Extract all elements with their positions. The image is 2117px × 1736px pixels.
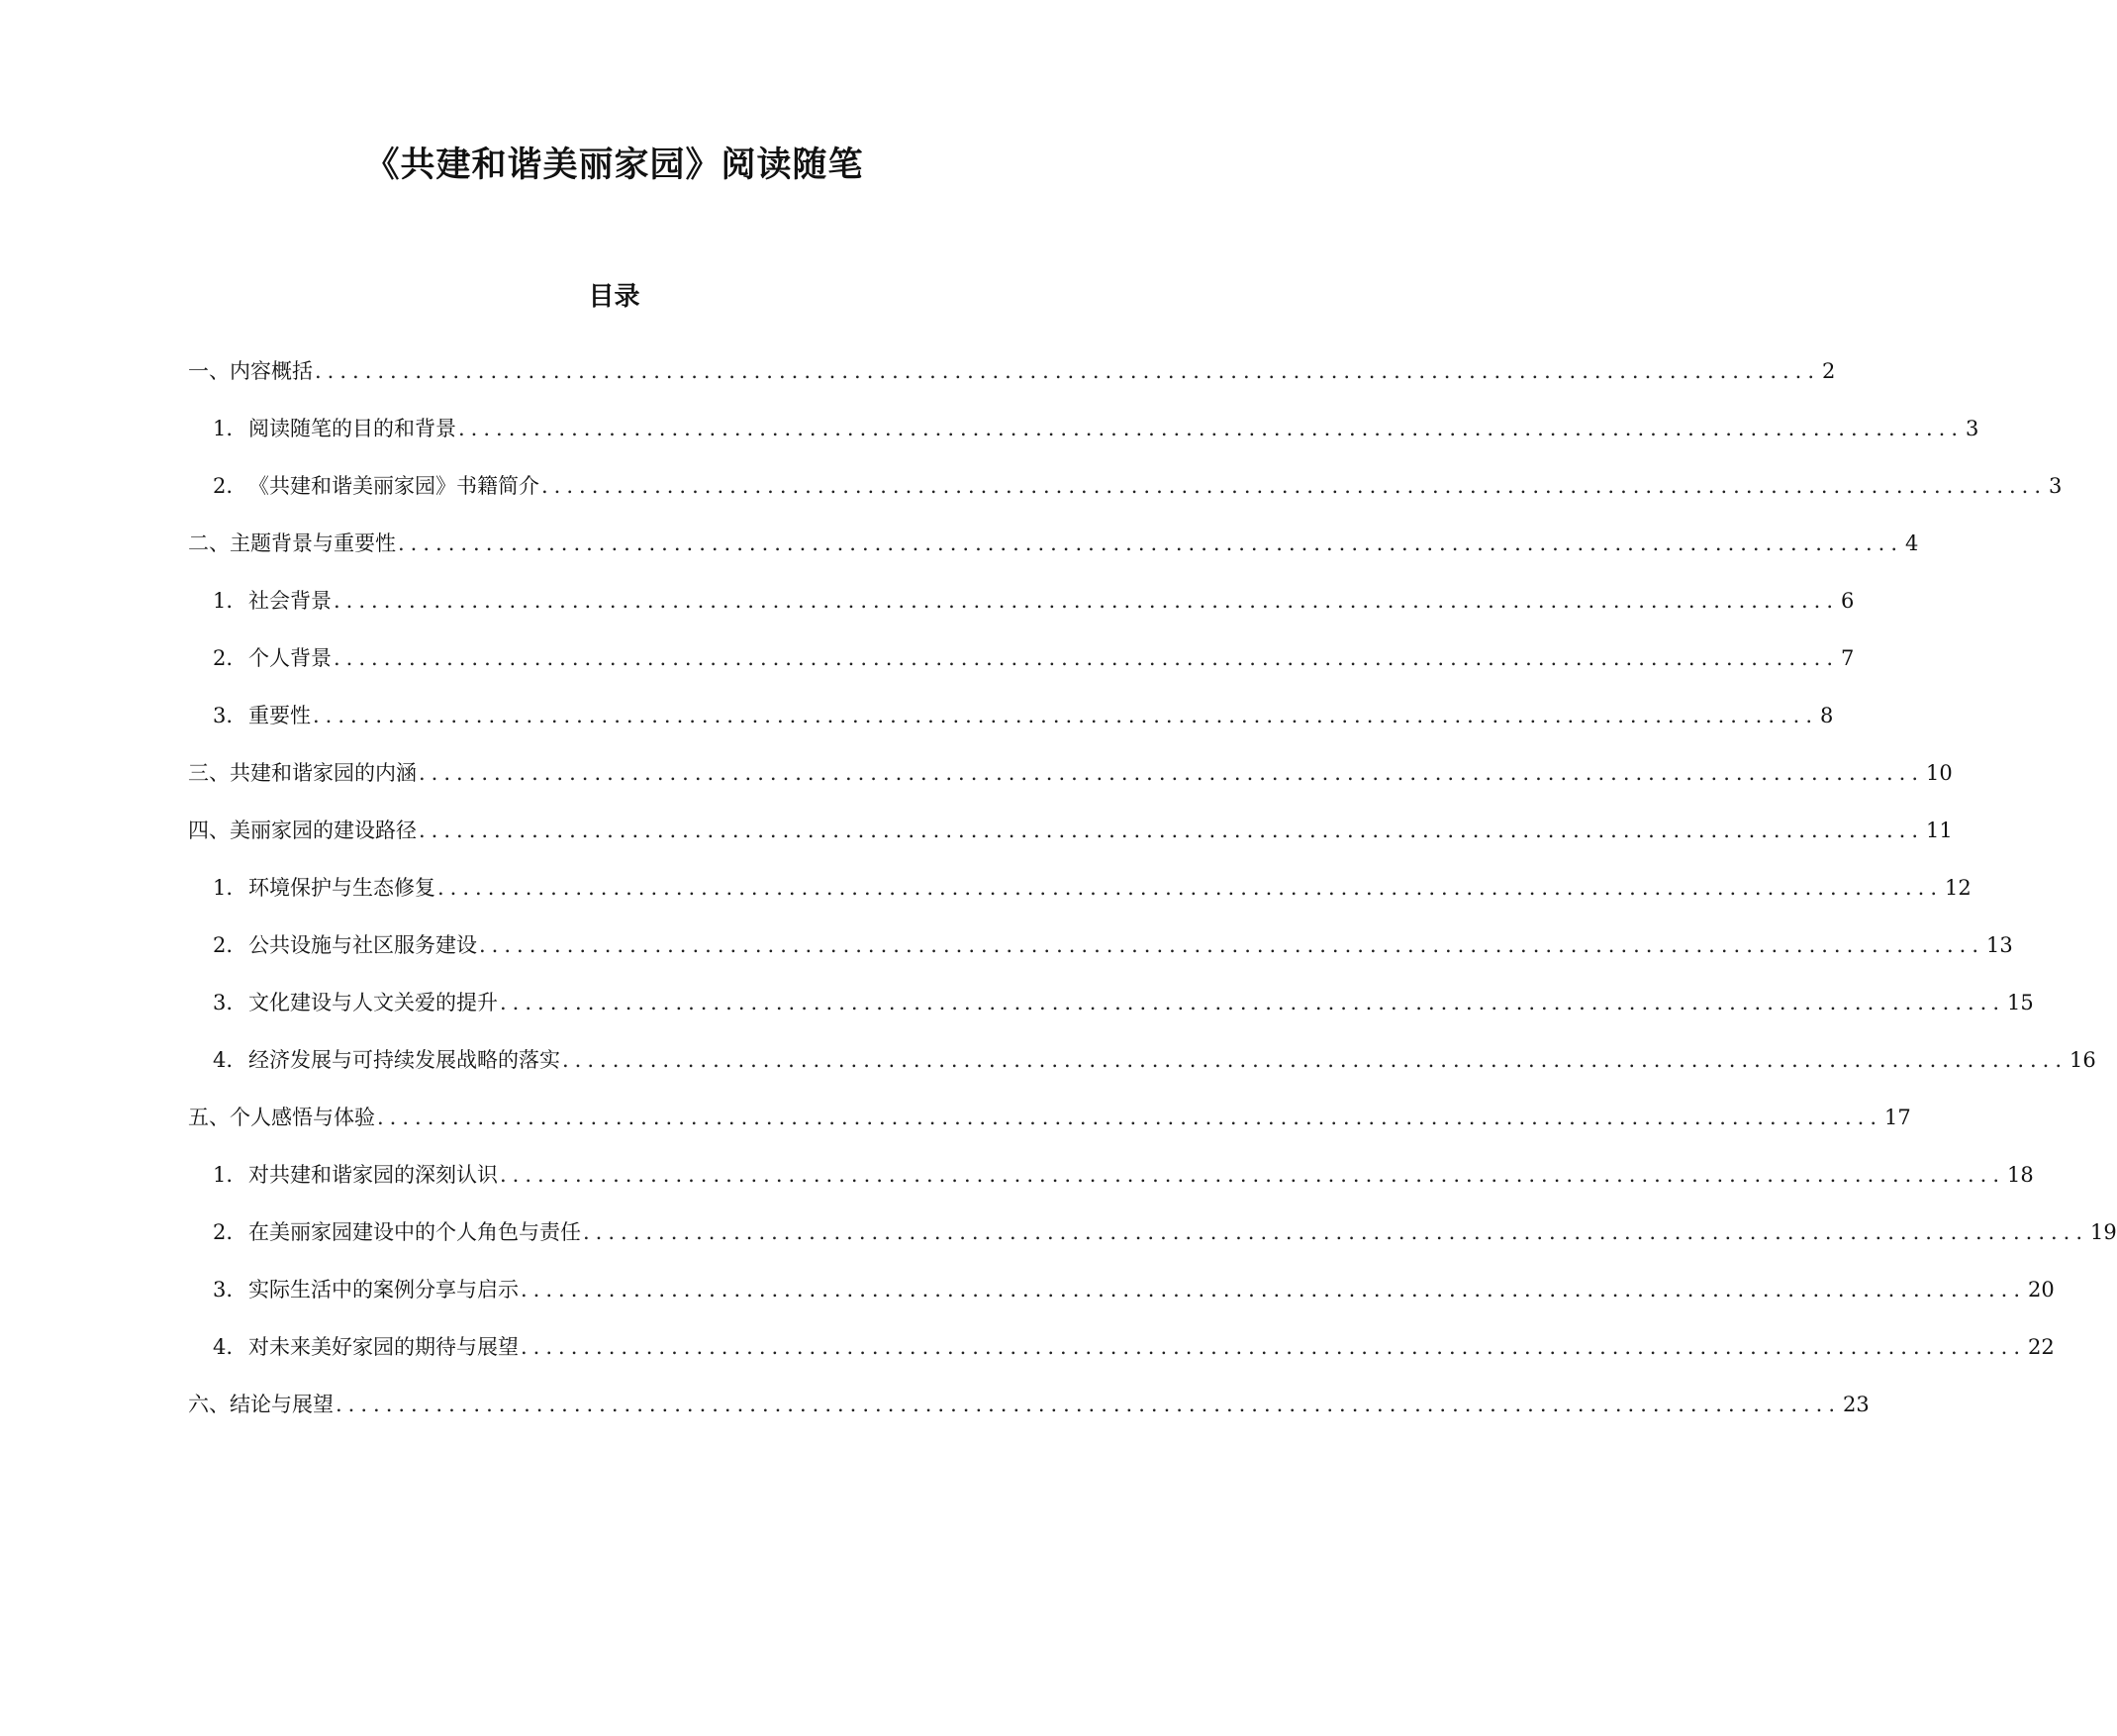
toc-leader: ........................................................................................................................ <box>419 819 1925 842</box>
toc-entry-page: 3 <box>2049 474 2063 498</box>
toc-entry-page: 6 <box>1841 589 1855 613</box>
toc-entry-label: 重要性 <box>248 704 311 727</box>
toc-entry-page: 7 <box>1841 646 1855 670</box>
toc-entry-number: 2. <box>213 474 234 498</box>
toc-leader: ........................................................................................................................ <box>583 1220 2089 1244</box>
toc-entry-number: 4. <box>213 1335 234 1359</box>
toc-entry-label: 五、个人感悟与体验 <box>188 1106 375 1129</box>
toc-entry-label: 实际生活中的案例分享与启示 <box>248 1278 519 1302</box>
toc-entry-label: 在美丽家园建设中的个人角色与责任 <box>248 1220 581 1244</box>
toc-entry-label: 阅读随笔的目的和背景 <box>248 417 456 440</box>
toc-entry-page: 12 <box>1945 876 1972 900</box>
toc-entry-page: 23 <box>1843 1393 1870 1416</box>
toc-entry[interactable] <box>188 529 1919 558</box>
toc-entry[interactable] <box>188 1390 1870 1419</box>
toc-entry-page: 17 <box>1884 1106 1911 1129</box>
toc-entry-label: 一、内容概括 <box>188 359 313 383</box>
toc-entry-number: 2. <box>213 933 234 957</box>
toc-entry[interactable] <box>213 414 1979 443</box>
toc-leader: ........................................................................................................................ <box>398 531 1904 555</box>
toc-leader: ........................................................................................................................ <box>377 1106 1883 1129</box>
toc-entry-label: 公共设施与社区服务建设 <box>248 933 477 957</box>
toc-entry-number: 3. <box>213 704 234 727</box>
toc-entry-label: 四、美丽家园的建设路径 <box>188 819 417 842</box>
toc-entry-label: 个人背景 <box>248 646 332 670</box>
toc-entry-page: 3 <box>1966 417 1979 440</box>
toc-entry-label: 三、共建和谐家园的内涵 <box>188 761 417 785</box>
toc-entry[interactable] <box>188 1103 1911 1132</box>
toc-entry-number: 2. <box>213 1220 234 1244</box>
toc-leader: ........................................................................................................................ <box>419 761 1925 785</box>
document-title: 《共建和谐美丽家园》阅读随笔 <box>364 145 864 185</box>
toc-entry-number: 1. <box>213 876 234 900</box>
toc-entry-label: 对共建和谐家园的深刻认识 <box>248 1163 498 1187</box>
toc-entry-number: 2. <box>213 646 234 670</box>
toc-entry[interactable] <box>213 1217 2117 1247</box>
toc-leader: ........................................................................................................................ <box>541 474 2048 498</box>
toc-entry-page: 10 <box>1926 761 1953 785</box>
toc-entry-number: 4. <box>213 1048 234 1072</box>
toc-entry[interactable] <box>213 701 1834 730</box>
toc-entry-number: 1. <box>213 1163 234 1187</box>
toc-entry[interactable] <box>213 1045 2096 1075</box>
toc-leader: ........................................................................................................................ <box>479 933 1985 957</box>
toc-entry-label: 社会背景 <box>248 589 332 613</box>
toc-entry[interactable] <box>213 471 2063 501</box>
toc-leader: ........................................................................................................................ <box>562 1048 2069 1072</box>
toc-leader: ........................................................................................................................ <box>521 1278 2027 1302</box>
toc-entry-label: 《共建和谐美丽家园》书籍简介 <box>248 474 539 498</box>
toc-entry-page: 19 <box>2090 1220 2117 1244</box>
toc-entry-label: 经济发展与可持续发展战略的落实 <box>248 1048 560 1072</box>
toc-entry[interactable] <box>188 816 1953 845</box>
toc-entry-page: 13 <box>1986 933 2013 957</box>
toc-leader: ........................................................................................................................ <box>500 1163 2006 1187</box>
toc-entry[interactable] <box>213 1160 2034 1190</box>
toc-entry-label: 二、主题背景与重要性 <box>188 531 396 555</box>
toc-entry[interactable] <box>213 988 2034 1017</box>
toc-entry-page: 4 <box>1905 531 1919 555</box>
toc-leader: ........................................................................................................................ <box>313 704 1819 727</box>
toc-entry-number: 3. <box>213 1278 234 1302</box>
toc-leader: ........................................................................................................................ <box>334 589 1840 613</box>
toc-entry-number: 1. <box>213 589 234 613</box>
toc-leader: ........................................................................................................................ <box>336 1393 1842 1416</box>
toc-entry[interactable] <box>213 1275 2055 1304</box>
toc-entry-label: 对未来美好家园的期待与展望 <box>248 1335 519 1359</box>
toc-entry[interactable] <box>213 643 1855 673</box>
toc-entry-number: 1. <box>213 417 234 440</box>
toc-heading: 目录 <box>588 282 640 312</box>
toc-entry[interactable] <box>213 1332 2055 1362</box>
toc-entry[interactable] <box>188 758 1953 788</box>
toc-entry[interactable] <box>213 930 2013 960</box>
toc-entry-page: 16 <box>2069 1048 2096 1072</box>
toc-leader: ........................................................................................................................ <box>500 991 2006 1014</box>
toc-leader: ........................................................................................................................ <box>334 646 1840 670</box>
toc-entry-page: 22 <box>2028 1335 2055 1359</box>
toc-leader: ........................................................................................................................ <box>437 876 1944 900</box>
toc-entry-label: 六、结论与展望 <box>188 1393 334 1416</box>
toc-entry-label: 文化建设与人文关爱的提升 <box>248 991 498 1014</box>
toc-leader: ........................................................................................................................ <box>521 1335 2027 1359</box>
toc-entry-page: 11 <box>1926 819 1953 842</box>
toc-entry-page: 18 <box>2007 1163 2034 1187</box>
toc-entry-number: 3. <box>213 991 234 1014</box>
toc-leader: ........................................................................................................................ <box>315 359 1821 383</box>
toc-entry-page: 20 <box>2028 1278 2055 1302</box>
toc-leader: ........................................................................................................................ <box>458 417 1965 440</box>
toc-entry[interactable] <box>213 586 1855 616</box>
toc-entry-page: 2 <box>1822 359 1836 383</box>
toc-entry-page: 15 <box>2007 991 2034 1014</box>
toc-entry-label: 环境保护与生态修复 <box>248 876 435 900</box>
toc-entry-page: 8 <box>1820 704 1834 727</box>
toc-entry[interactable] <box>188 356 1836 386</box>
toc-entry[interactable] <box>213 873 1972 903</box>
